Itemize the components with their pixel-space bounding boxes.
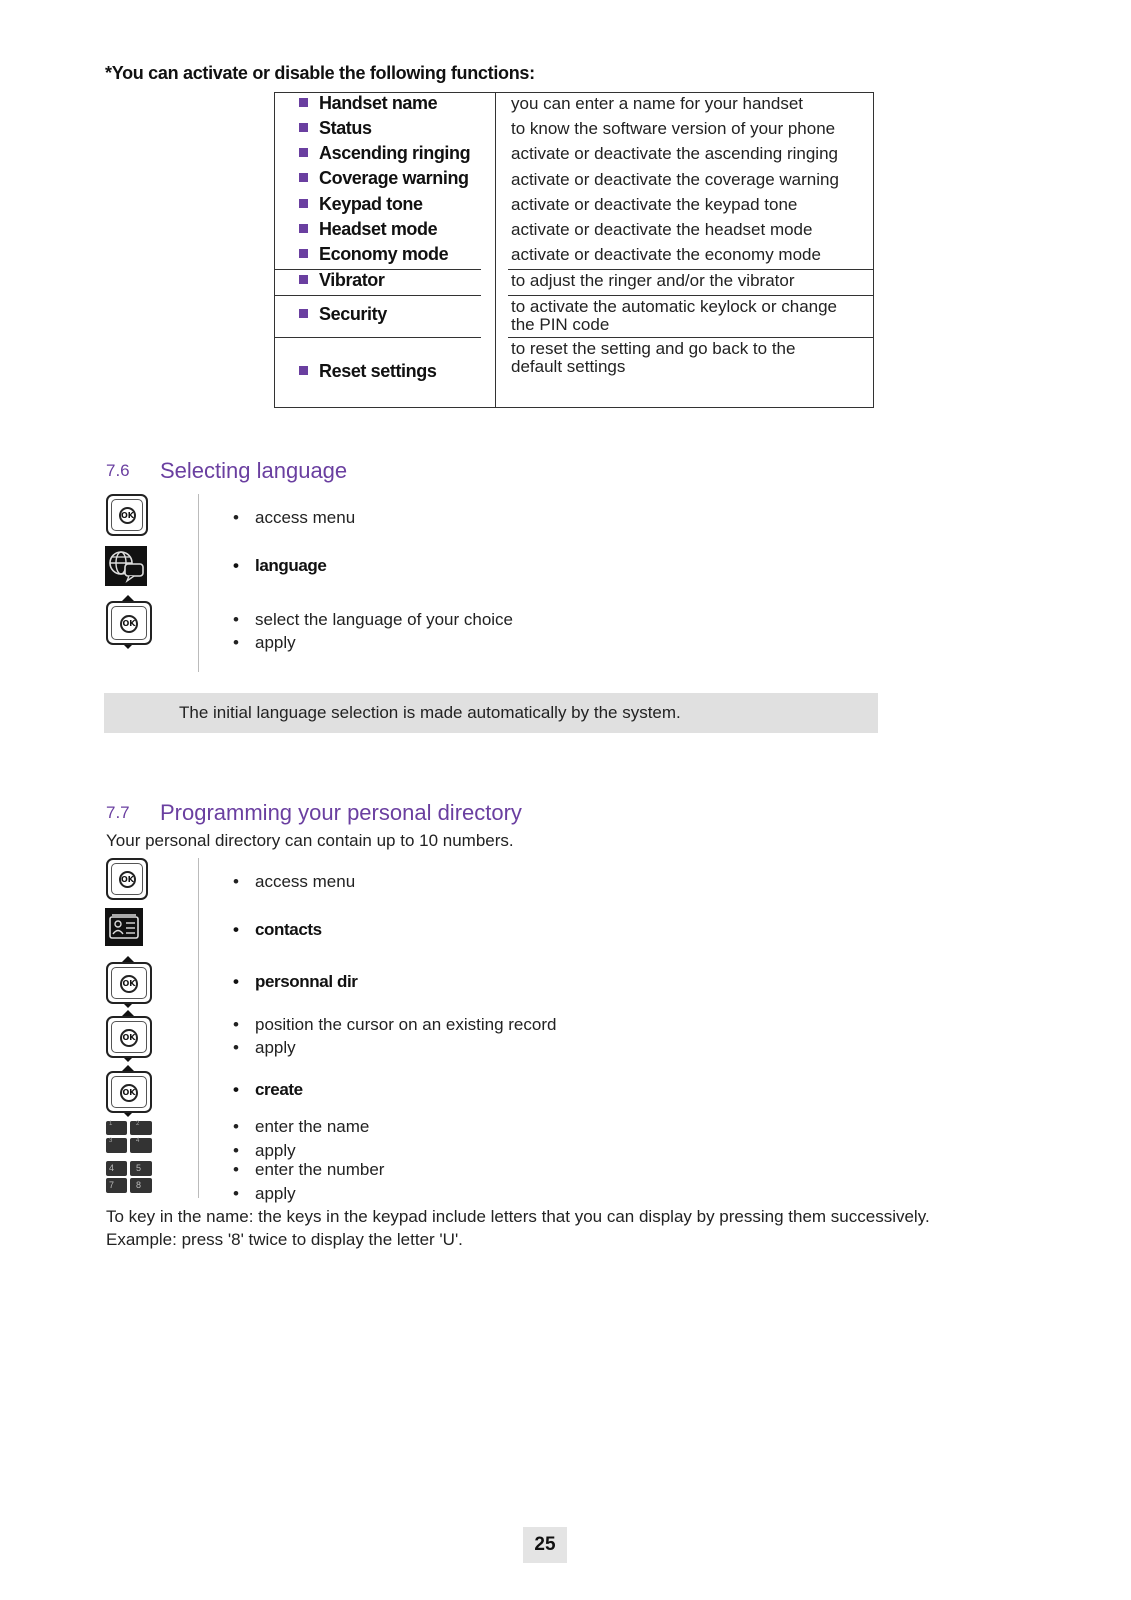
function-name: Handset name	[299, 93, 437, 114]
step-item: • personnal dir	[233, 972, 358, 991]
function-desc: activate or deactivate the coverage warning	[511, 170, 839, 189]
keypad-icon: 4 5 7 8	[106, 1161, 152, 1193]
function-name: Headset mode	[299, 219, 437, 240]
step-divider	[198, 858, 199, 1198]
table-rule	[508, 295, 874, 296]
step-item: • access menu	[233, 872, 356, 891]
language-globe-icon	[105, 546, 147, 586]
section-title: Programming your personal directory	[160, 800, 522, 825]
step-item: • access menu	[233, 508, 356, 527]
bullet-square-icon	[299, 275, 308, 284]
function-name: Security	[299, 304, 387, 325]
table-rule	[275, 295, 481, 296]
function-desc: you can enter a name for your handset	[511, 94, 804, 113]
section-intro: Your personal directory can contain up to 10 numbers.	[106, 831, 514, 850]
bullet-square-icon	[299, 199, 308, 208]
table-rule	[508, 269, 874, 270]
step-item: • contacts	[233, 920, 322, 939]
function-desc: to know the software version of your phone	[511, 119, 836, 138]
step-divider	[198, 494, 199, 672]
step-item: • enter the number	[233, 1160, 385, 1179]
function-desc: activate or deactivate the ascending ringing	[511, 144, 838, 163]
function-name: Coverage warning	[299, 168, 469, 189]
bullet-square-icon	[299, 224, 308, 233]
table-rule	[275, 337, 481, 338]
step-item: • select the language of your choice	[233, 610, 514, 629]
function-desc: to reset the setting and go back to the	[511, 339, 796, 358]
step-item: • enter the name	[233, 1117, 370, 1136]
bullet-square-icon	[299, 309, 308, 318]
function-desc: the PIN code	[511, 315, 610, 334]
bullet-square-icon	[299, 148, 308, 157]
bullet-square-icon	[299, 123, 308, 132]
footer-text: Example: press '8' twice to display the letter 'U'.	[106, 1230, 463, 1249]
function-name: Keypad tone	[299, 194, 423, 215]
function-name: Status	[299, 118, 372, 139]
function-desc: to activate the automatic keylock or change	[511, 297, 838, 316]
step-item: • language	[233, 556, 327, 575]
step-item: • apply	[233, 633, 296, 652]
info-note: The initial language selection is made automatically by the system.	[104, 693, 878, 733]
step-item: • position the cursor on an existing record	[233, 1015, 557, 1034]
function-name: Vibrator	[299, 270, 385, 291]
function-name: Economy mode	[299, 244, 448, 265]
step-item: • apply	[233, 1184, 296, 1203]
section-number: 7.6	[106, 461, 130, 480]
ok-button-icon: OK	[106, 858, 148, 900]
function-desc: activate or deactivate the economy mode	[511, 245, 821, 264]
ok-button-icon: OK	[106, 494, 148, 536]
table-divider	[495, 93, 496, 407]
function-name: Ascending ringing	[299, 143, 470, 164]
step-item: • apply	[233, 1141, 296, 1160]
functions-intro: *You can activate or disable the following functions:	[105, 63, 535, 83]
step-item: • create	[233, 1080, 303, 1099]
keypad-icon: 1 2 3 4	[106, 1121, 152, 1153]
section-title: Selecting language	[160, 458, 348, 483]
bullet-square-icon	[299, 366, 308, 375]
footer-text: To key in the name: the keys in the keypad include letters that you can display by pressing them successively.	[106, 1207, 930, 1226]
bullet-square-icon	[299, 173, 308, 182]
function-desc: default settings	[511, 357, 626, 376]
contacts-card-icon	[105, 908, 143, 946]
table-rule	[508, 337, 874, 338]
functions-table	[274, 92, 874, 408]
bullet-square-icon	[299, 98, 308, 107]
function-desc: to adjust the ringer and/or the vibrator	[511, 271, 795, 290]
function-desc: activate or deactivate the keypad tone	[511, 195, 798, 214]
bullet-square-icon	[299, 249, 308, 258]
function-desc: activate or deactivate the headset mode	[511, 220, 813, 239]
function-name: Reset settings	[299, 361, 436, 382]
page-number: 25	[523, 1527, 567, 1563]
section-number: 7.7	[106, 803, 130, 822]
step-item: • apply	[233, 1038, 296, 1057]
